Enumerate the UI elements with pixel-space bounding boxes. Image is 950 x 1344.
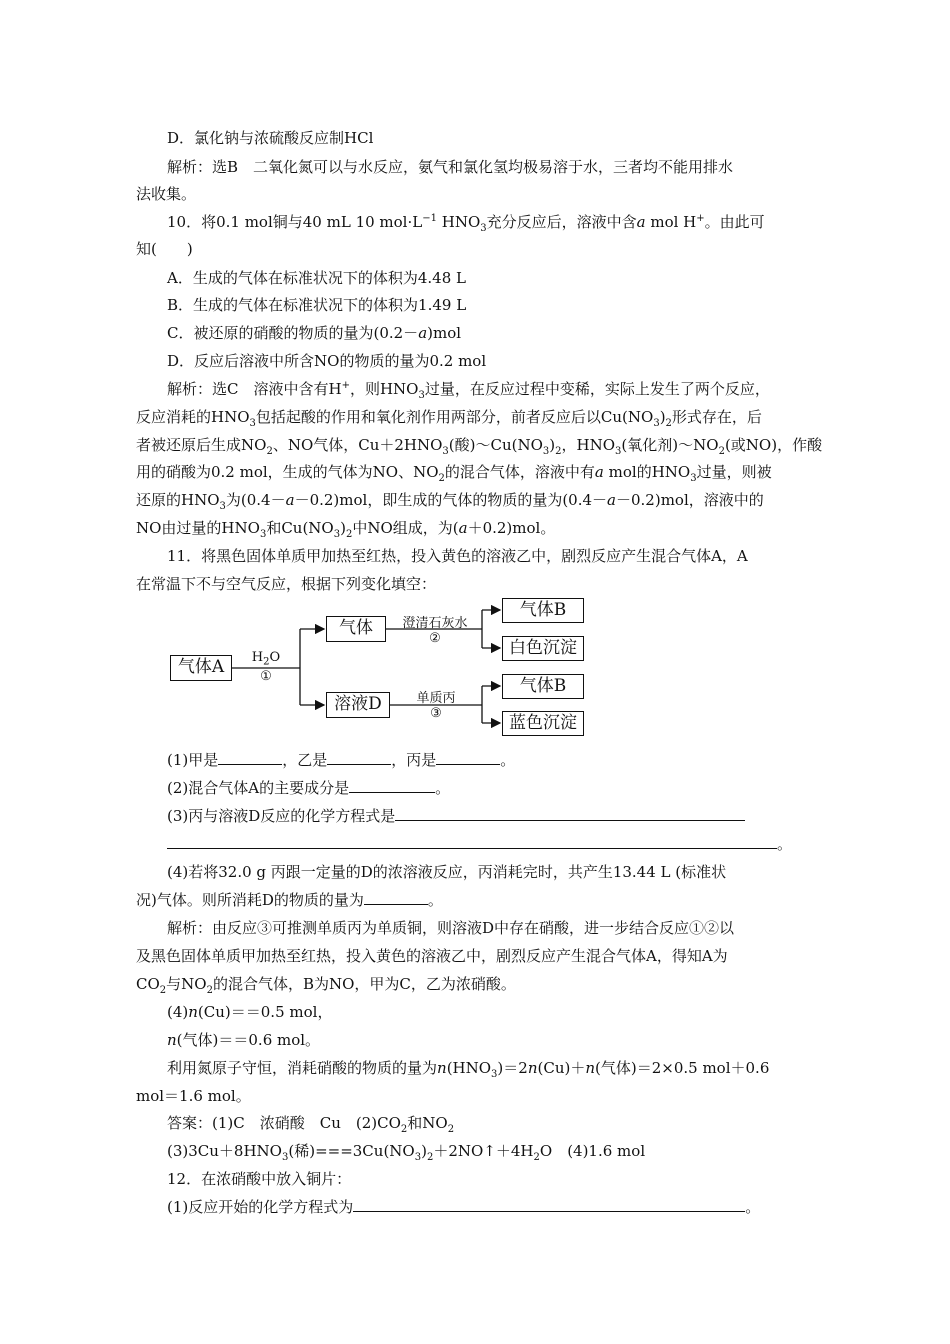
analysis-10-line5: 还原的$HNO_3$为(0.4－a－0.2)mol，即生成的气体的物质的量为(0.4－a－0.2)mol，溶液中的	[136, 491, 764, 512]
sub-question-1: (1)甲是 ，乙是 ，丙是 。	[167, 751, 516, 769]
box-gas-a: 气体A	[170, 655, 232, 681]
analysis-11-line4: (4)n(Cu)＝＝0.5 mol，	[167, 1003, 333, 1021]
analysis-9-line1: 解析：选B 二氧化氮可以与水反应，氨气和氯化氢均极易溶于水，三者均不能用排水	[167, 158, 734, 176]
option-a: A．生成的气体在标准状况下的体积为4.48 L	[167, 269, 466, 287]
question-11-line2: 在常温下不与空气反应，根据下列变化填空：	[136, 575, 437, 593]
analysis-11-line3: $CO_2$与$NO_2$的混合气体，B为NO，甲为C，乙为浓硝酸。	[136, 975, 516, 996]
label-h2o: $H_2O$	[251, 650, 281, 668]
option-b: B．生成的气体在标准状况下的体积为1.49 L	[167, 296, 467, 314]
sub-question-4-line2: 况)气体。则所消耗D的物质的量为 。	[136, 891, 443, 909]
analysis-10-line2: 反应消耗的$HNO_3$包括起酸的作用和氧化剂作用两部分，前者反应后以$Cu(NO_3)_2$形式存在，后	[136, 408, 762, 429]
question-11-line1: 11．将黑色固体单质甲加热至红热，投入黄色的溶液乙中，剧烈反应产生混合气体A，A	[167, 547, 748, 565]
box-solution-d: 溶液D	[326, 692, 390, 718]
reaction-flow-diagram	[160, 590, 600, 740]
label-step-3: ③	[430, 706, 442, 721]
analysis-11-line7: mol＝1.6 mol。	[136, 1087, 251, 1105]
analysis-11-line2: 及黑色固体单质甲加热至红热，投入黄色的溶液乙中，剧烈反应产生混合气体A，得知A为	[136, 947, 728, 965]
question-12: 12．在浓硝酸中放入铜片：	[167, 1170, 352, 1188]
answer-11-line1: 答案：(1)C 浓硝酸 Cu $(2)CO_2$和$NO_2$	[167, 1114, 455, 1135]
analysis-10-line4: 用的硝酸为0.2 mol，生成的气体为NO、$NO_2$的混合气体，溶液中有a mol的$HNO_3$过量，则被	[136, 463, 772, 484]
label-limewater: 澄清石灰水	[402, 616, 468, 631]
answer-11-line2: $(3)3Cu+8HNO_3$(稀)$===3Cu(NO_3)_2+2NO↑+4H_2O$ (4)1.6 mol	[167, 1142, 646, 1163]
analysis-11-line1: 解析：由反应③可推测单质丙为单质铜，则溶液D中存在硝酸，进一步结合反应①②以	[167, 919, 735, 937]
box-gas-b-upper: 气体B	[502, 598, 584, 623]
sub-question-3-line1: (3)丙与溶液D反应的化学方程式是	[167, 806, 847, 826]
label-element-c: 单质丙	[416, 691, 456, 706]
option-d-prev: D．氯化钠与浓硫酸反应制HCl	[167, 129, 374, 147]
box-gas-b-lower: 气体B	[502, 674, 584, 699]
box-blue-precipitate: 蓝色沉淀	[502, 711, 584, 736]
question-12-sub-1: (1)反应开始的化学方程式为 。	[167, 1198, 761, 1216]
sub-question-3-line2: 。	[167, 834, 847, 854]
analysis-11-line6: 利用氮原子守恒，消耗硝酸的物质的量为$n(HNO_3)=2n(Cu)+n$(气体)＝2×0.5 mol＋0.6	[167, 1059, 770, 1080]
label-step-1: ①	[260, 669, 272, 684]
box-white-precipitate: 白色沉淀	[502, 636, 584, 661]
analysis-10-line3: 者被还原后生成$NO_2$、NO气体，$Cu+2HNO_3$(酸)$\sim Cu(NO_3)_2$，$HNO_3$(氧化剂)$\sim NO_2$(或NO)，作酸	[136, 436, 823, 457]
box-gas: 气体	[326, 616, 386, 642]
label-step-2: ②	[429, 631, 441, 646]
option-c: C．被还原的硝酸的物质的量为(0.2－a)mol	[167, 324, 462, 342]
question-10-line1: 10．将0.1 mol铜与40 mL 10 $mol\cdot L^{-1}$ $HNO_3$充分反应后，溶液中含a mol H+。由此可	[167, 213, 765, 234]
analysis-9-line2: 法收集。	[136, 185, 197, 203]
analysis-11-line5: n(气体)＝＝0.6 mol。	[167, 1031, 321, 1049]
option-d: D．反应后溶液中所含NO的物质的量为0.2 mol	[167, 352, 487, 370]
analysis-10-line1: 解析：选C 溶液中含有H+，则$HNO_3$过量，在反应过程中变稀，实际上发生了两个反应，	[167, 380, 770, 401]
question-10-line2: 知( )	[136, 240, 193, 258]
sub-question-4-line1: (4)若将32.0 g 丙跟一定量的D的浓溶液反应，丙消耗完时，共产生13.44 L (标准状	[167, 863, 727, 881]
analysis-10-line6: NO由过量的$HNO_3$和$Cu(NO_3)_2$中NO组成，为(a＋0.2)mol。	[136, 519, 556, 540]
sub-question-2: (2)混合气体A的主要成分是 。	[167, 779, 451, 797]
